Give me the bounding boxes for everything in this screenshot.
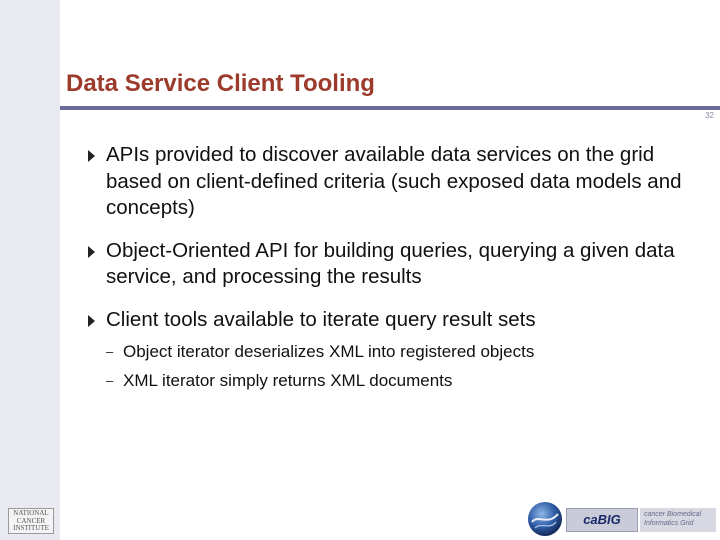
triangle-right-icon <box>88 246 95 258</box>
cabig-tagline-line: cancer Biomedical <box>644 511 702 518</box>
dash-icon: – <box>106 373 114 388</box>
bullet-item <box>86 142 696 222</box>
triangle-right-icon <box>88 315 95 327</box>
sub-bullet-item <box>106 366 696 395</box>
dash-icon: – <box>106 344 114 359</box>
sub-bullet-item <box>106 337 696 366</box>
bullet-text: Client tools available to iterate query result sets <box>106 307 536 331</box>
slide-title: Data Service Client Tooling <box>66 70 375 97</box>
cabig-tagline-line: Informatics Grid <box>644 520 694 527</box>
bullet-item <box>86 238 696 291</box>
bullet-item <box>86 307 696 396</box>
nci-logo-line: CANCER <box>16 516 46 525</box>
slide-side-band <box>0 0 60 540</box>
nci-logo-icon <box>8 508 54 534</box>
bullet-list <box>86 142 696 411</box>
cabig-logo <box>526 500 716 538</box>
page-number: 32 <box>705 111 714 120</box>
nci-logo-line: NATIONAL <box>13 509 49 517</box>
triangle-right-icon <box>88 150 95 162</box>
bullet-text: APIs provided to discover available data services on the grid based on client-defined criteria (such exposed data models and concepts) <box>106 143 682 219</box>
bullet-text: Object-Oriented API for building queries, querying a given data service, and processing the results <box>106 238 675 288</box>
cabig-globe-icon <box>526 500 564 538</box>
cabig-tagline <box>640 508 716 532</box>
sub-bullet-text: Object iterator deserializes XML into registered objects <box>123 342 535 361</box>
title-divider <box>60 106 720 110</box>
sub-bullet-list <box>106 337 696 395</box>
sub-bullet-text: XML iterator simply returns XML documents <box>123 371 453 390</box>
cabig-mark: caBIG <box>566 508 638 532</box>
nci-logo-line: INSTITUTE <box>13 524 49 532</box>
